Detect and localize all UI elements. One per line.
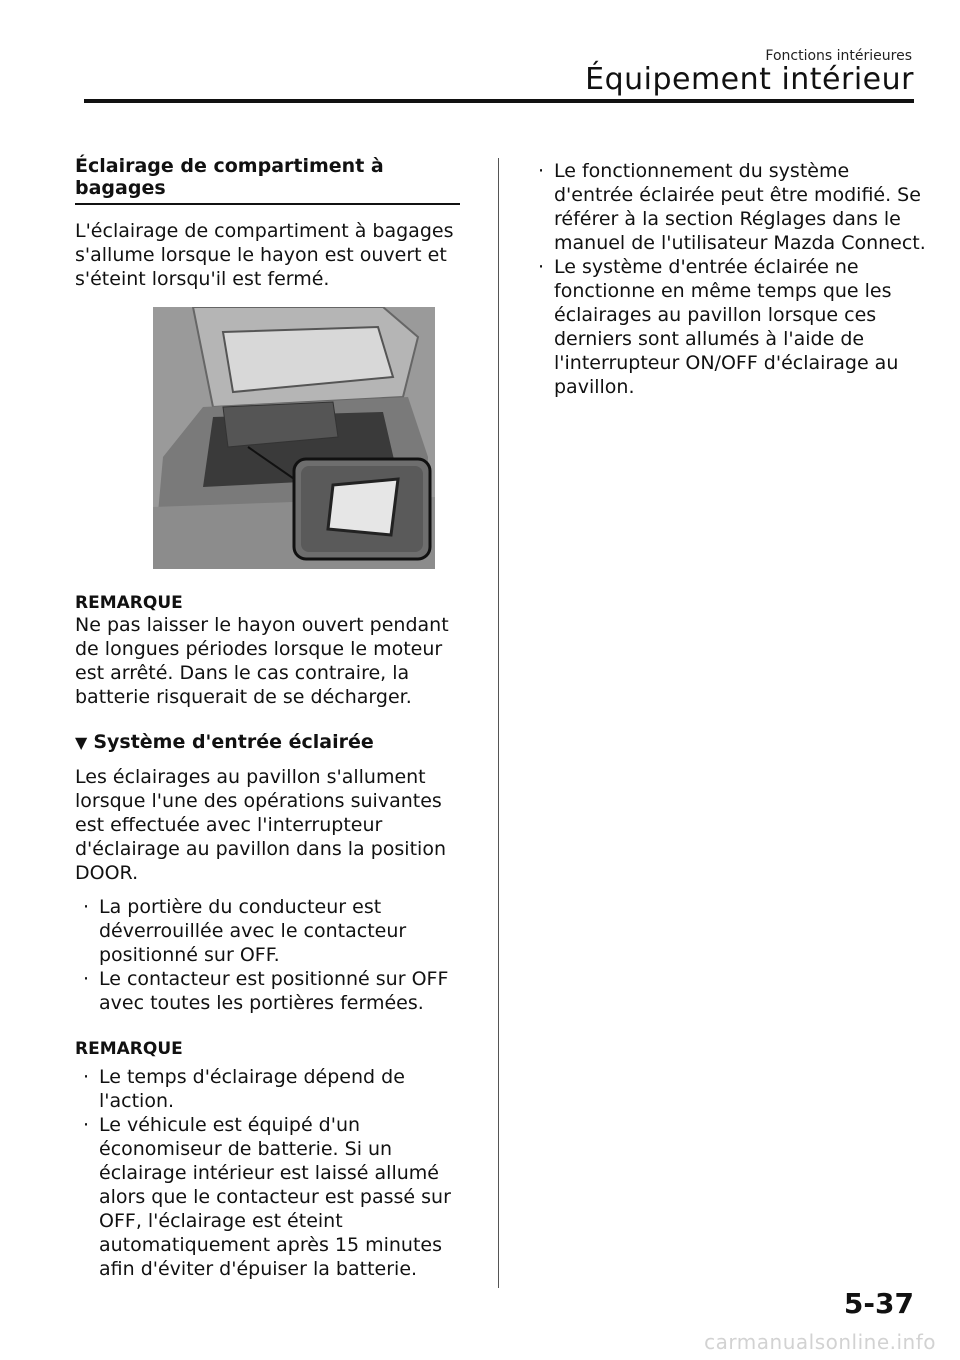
intro-paragraph: L'éclairage de compartiment à bagages s'allume lorsque le hayon est ouvert et s'éteint lorsqu'il est fermé. [75, 220, 454, 290]
header-section: Fonctions intérieures [765, 48, 912, 64]
left-column [75, 155, 475, 1281]
subsection-title: Système d'entrée éclairée [93, 731, 374, 753]
trunk-light-illustration [153, 307, 435, 569]
car-rear-hatch-illustration [153, 307, 435, 569]
watermark: carmanualsonline.info [704, 1330, 936, 1354]
spacer [75, 1015, 475, 1039]
note-title: REMARQUE [75, 593, 183, 613]
column-divider [498, 158, 499, 1288]
list-item: · Le temps d'éclairage dépend de l'action. [99, 1065, 475, 1113]
subsection-heading [75, 731, 475, 753]
list-item: · Le système d'entrée éclairée ne fonctionne en même temps que les éclairages au pavillon lorsque ces derniers sont allumés à l'aide de l'interrupteur ON/OFF d'éclairage au pavillon. [554, 255, 930, 399]
list-item: · La portière du conducteur est déverrouillée avec le contacteur positionné sur OFF. [99, 895, 475, 967]
list-item: · Le fonctionnement du système d'entrée éclairée peut être modifié. Se référer à la section Réglages dans le manuel de l'utilisateur Mazda Connect. [554, 159, 930, 255]
conditions-list [75, 895, 475, 1015]
triangle-down-icon: ▼ [75, 733, 88, 752]
list-item: · Le contacteur est positionné sur OFF avec toutes les portières fermées. [99, 967, 475, 1015]
page-title: Équipement intérieur [585, 62, 914, 97]
list-item: · Le véhicule est équipé d'un économiseur de batterie. Si un éclairage intérieur est laissé allumé alors que le contacteur est passé sur OFF, l'éclairage est éteint automatiquement après 15 minutes afin d'éviter d'épuiser la batterie. [99, 1113, 475, 1281]
right-column [530, 155, 930, 399]
subsection-paragraph: Les éclairages au pavillon s'allument lorsque l'une des opérations suivantes est effectuée avec l'interrupteur d'éclairage au pavillon dans la position DOOR. [75, 766, 446, 884]
section-title: Éclairage de compartiment à bagages [75, 155, 460, 205]
page-number: 5-37 [843, 1287, 914, 1320]
note-text: Ne pas laisser le hayon ouvert pendant de longues périodes lorsque le moteur est arrêté. Dans le cas contraire, la batterie risquerait de se décharger. [75, 614, 449, 708]
note-title: REMARQUE [75, 1039, 183, 1059]
note-list [75, 1065, 475, 1281]
note-list-continued [530, 159, 930, 399]
header-rule [84, 99, 914, 103]
